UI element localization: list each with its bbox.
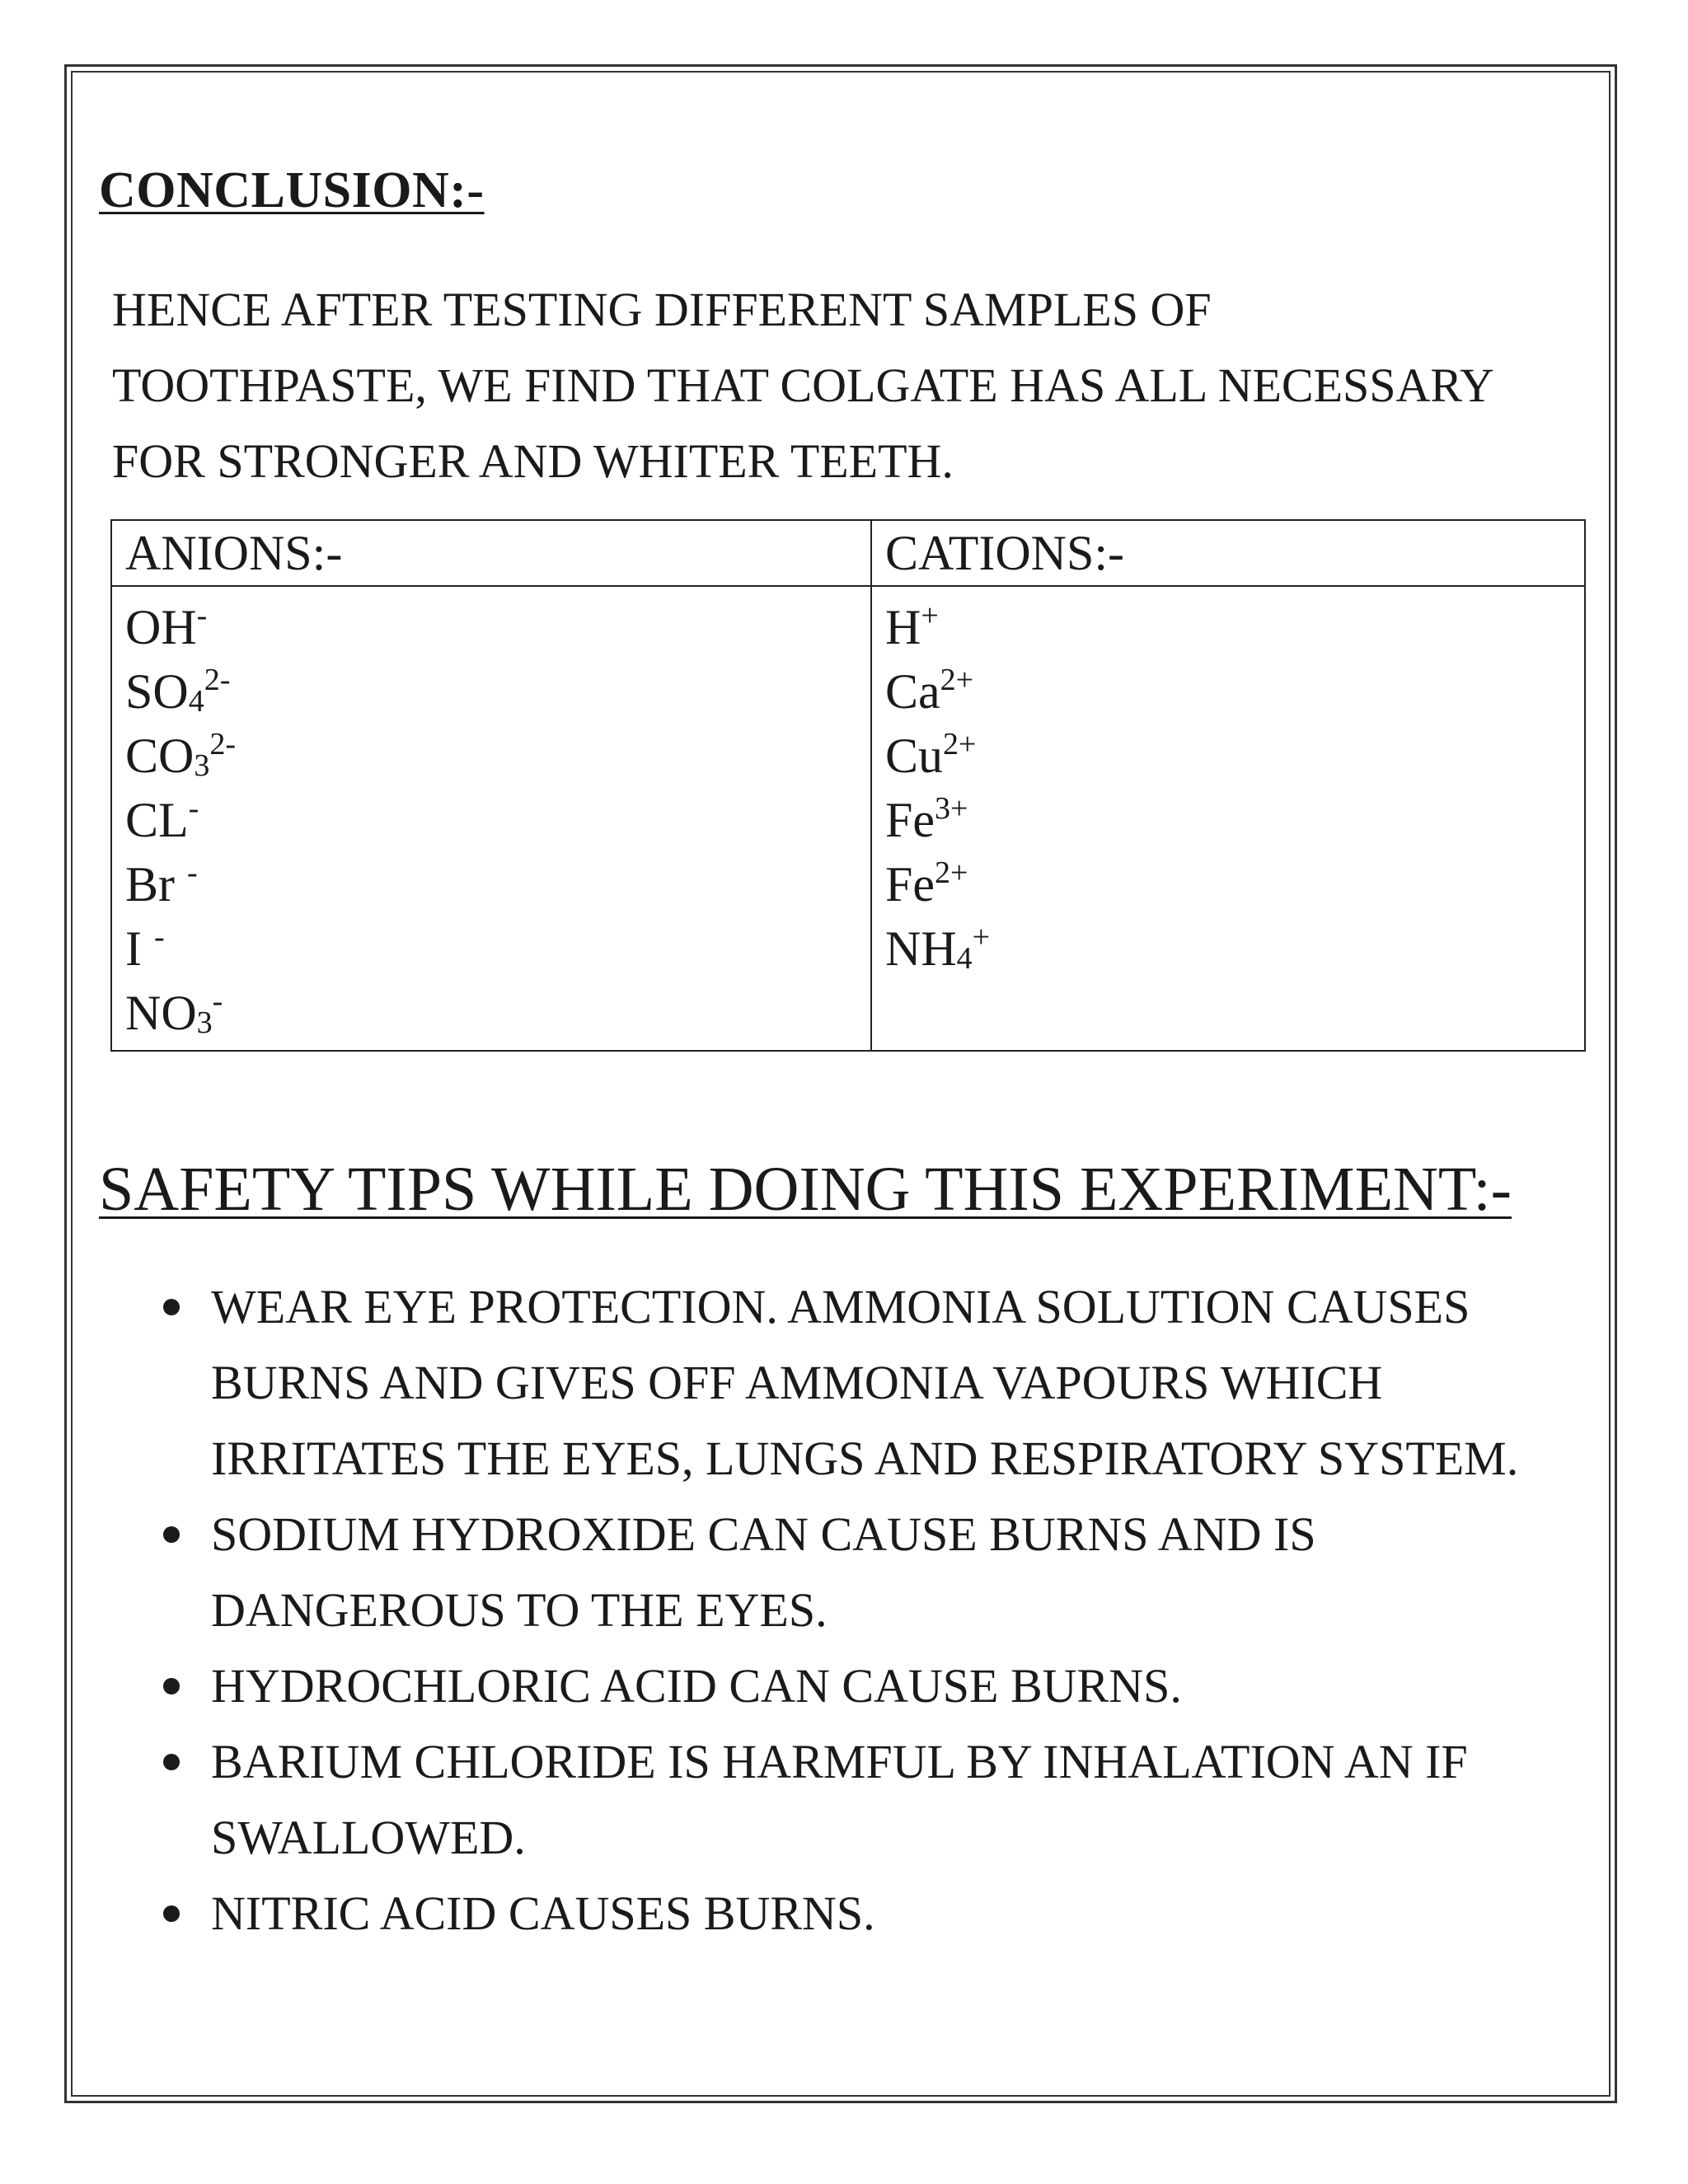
cations-cell (871, 586, 1585, 1051)
anion-ion (125, 595, 870, 659)
cation-ion-charge: 2+ (935, 855, 968, 890)
bullet-icon (163, 1754, 180, 1770)
bullet-icon (163, 1678, 180, 1694)
bullet-icon (163, 1905, 180, 1922)
safety-tip-line: SWALLOWED. (211, 1811, 526, 1864)
cation-ion (885, 788, 1584, 852)
cation-ion-symbol: Fe (885, 857, 935, 912)
safety-tip (148, 1648, 1632, 1724)
anion-ion-symbol: Br (125, 857, 187, 912)
anion-ion (125, 788, 870, 852)
safety-tip-line: WEAR EYE PROTECTION. AMMONIA SOLUTION CAUSES (211, 1280, 1470, 1333)
bullet-icon (163, 1299, 180, 1315)
safety-tip (148, 1497, 1632, 1648)
safety-tip-line: NITRIC ACID CAUSES BURNS. (211, 1886, 875, 1940)
cation-ion (885, 595, 1584, 659)
cations-header: CATIONS:- (871, 520, 1585, 586)
anion-ion-symbol: CL (125, 793, 189, 847)
cation-ion-subscript: 4 (956, 941, 973, 976)
anion-ion (125, 916, 870, 981)
anion-ion (125, 724, 870, 788)
safety-tip-line: DANGEROUS TO THE EYES. (211, 1583, 828, 1637)
anion-ion-charge: 2- (209, 727, 237, 762)
anion-ion-symbol: CO (125, 729, 195, 783)
anion-ion-subscript: 3 (196, 1005, 213, 1040)
conclusion-line: HENCE AFTER TESTING DIFFERENT SAMPLES OF (112, 283, 1212, 336)
safety-tip (148, 1269, 1632, 1497)
safety-tip-line: BARIUM CHLORIDE IS HARMFUL BY INHALATION AN IF (211, 1735, 1468, 1788)
conclusion-line: FOR STRONGER AND WHITER TEETH. (112, 434, 954, 488)
anion-ion-symbol: NO (125, 986, 197, 1040)
ions-table (110, 519, 1586, 1052)
anion-ion-subscript: 3 (194, 748, 210, 783)
safety-tip-line: BURNS AND GIVES OFF AMMONIA VAPOURS WHICH (211, 1356, 1383, 1409)
cation-ion (885, 659, 1584, 724)
cation-ion (885, 724, 1584, 788)
safety-tip-line: IRRITATES THE EYES, LUNGS AND RESPIRATORY SYSTEM. (211, 1432, 1519, 1485)
conclusion-heading: CONCLUSION:- (99, 162, 485, 218)
safety-tips-list (148, 1269, 1632, 1952)
ions-table-header-row (111, 520, 1585, 586)
anions-cell (111, 586, 871, 1051)
anion-ion-symbol: SO (125, 664, 189, 719)
bullet-icon (163, 1526, 180, 1543)
anion-ion-charge: - (153, 920, 165, 954)
anion-ion-charge: 2- (204, 663, 231, 697)
anion-ion-charge: - (187, 855, 198, 890)
safety-tip (148, 1724, 1632, 1876)
cation-ion-symbol: Cu (885, 729, 944, 783)
safety-tip-line: SODIUM HYDROXIDE CAN CAUSE BURNS AND IS (211, 1507, 1316, 1561)
cation-ion-symbol: NH (885, 921, 957, 976)
cation-ion (885, 916, 1584, 981)
cation-ion-charge: + (921, 598, 939, 633)
cation-ion-charge: 2+ (940, 663, 974, 697)
anion-ion-charge: - (196, 598, 208, 633)
anion-ion (125, 659, 870, 724)
cation-ion (885, 852, 1584, 916)
conclusion-paragraph (112, 272, 1629, 499)
anion-ion-subscript: 4 (188, 684, 204, 719)
anion-ion-charge: - (212, 984, 223, 1019)
anion-ion (125, 852, 870, 916)
anion-ion (125, 981, 870, 1045)
ions-table-row (111, 586, 1585, 1051)
anion-ion-symbol: OH (125, 600, 197, 654)
anion-ion-symbol: I (125, 921, 154, 976)
cation-ion-charge: 3+ (935, 791, 968, 826)
cation-ion-symbol: H (885, 600, 921, 654)
safety-heading: SAFETY TIPS WHILE DOING THIS EXPERIMENT:- (99, 1155, 1512, 1224)
cation-ion-symbol: Fe (885, 793, 935, 847)
cation-ion-symbol: Ca (885, 664, 940, 719)
safety-tip-line: HYDROCHLORIC ACID CAN CAUSE BURNS. (211, 1659, 1182, 1713)
conclusion-line: TOOTHPASTE, WE FIND THAT COLGATE HAS ALL NECESSARY (112, 359, 1494, 412)
safety-tip (148, 1876, 1632, 1952)
anion-ion-charge: - (188, 791, 199, 826)
cation-ion-charge: + (972, 920, 991, 954)
cation-ion-charge: 2+ (943, 727, 977, 762)
anions-header: ANIONS:- (111, 520, 871, 586)
